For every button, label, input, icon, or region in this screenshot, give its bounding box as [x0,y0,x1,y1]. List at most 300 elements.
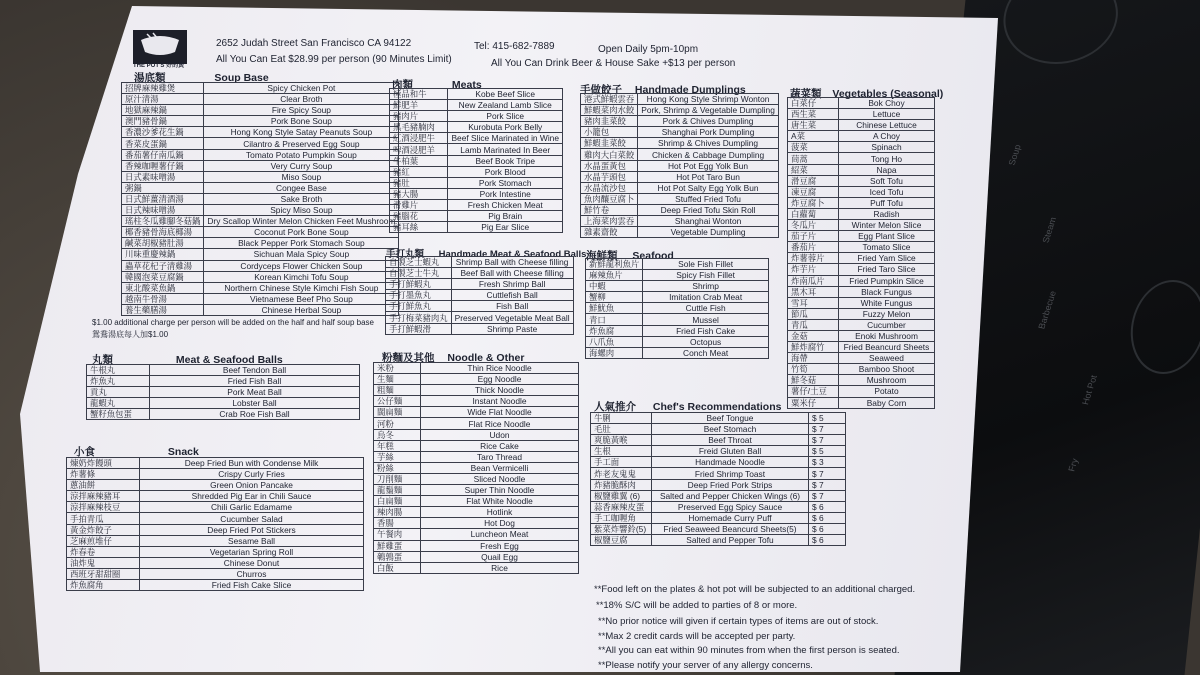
item-name-cn: 龍蝦丸 [87,398,150,409]
soup-note-cn: 鴛鴦湯底每人加$1.00 [92,330,169,339]
item-name-cn: 滑雞片 [390,199,448,210]
menu-item-row [390,188,563,199]
item-name-cn: 椒鹽雞翼 (6) [591,490,652,501]
item-name-cn: 冬瓜片 [788,220,839,231]
logo-text: THE POT'S 好的煲 [133,63,185,69]
hours: Open Daily 5pm-10pm [598,44,699,55]
menu-item-row [788,153,935,164]
item-name-en: Shrimp Paste [451,323,573,334]
item-name-en: Radish [839,208,935,219]
item-name-cn: 年糕 [374,440,421,451]
item-name-cn: 黃金炸餃子 [67,524,140,535]
item-name-en: Kurobuta Pork Belly [448,122,563,133]
menu-item-row [591,435,846,446]
menu-item-row [374,507,579,518]
item-name-en: Vegetable Dumpling [638,227,779,238]
item-name-en: Iced Tofu [839,186,935,197]
section-en: Noodle & Other [447,352,525,364]
item-name-cn: 唐生菜 [788,120,839,131]
menu-item-row [122,171,399,182]
noodle-table [373,362,579,574]
item-name-en: Kobe Beef Slice [448,89,563,100]
menu-item-row [122,227,399,238]
item-price: $ 5 [809,413,846,424]
menu-item-row [581,138,779,149]
item-name-cn: 手打鮮蝦丸 [386,279,452,290]
menu-item-row [122,304,399,315]
item-name-en: Shrimp [643,281,769,292]
item-name-en: Enoki Mushroom [839,330,935,341]
item-name-cn: 小籠包 [581,127,638,138]
item-name-cn: 粉絲 [374,462,421,473]
item-name-cn: 鮮肥羊 [390,100,448,111]
item-name-cn: 西生菜 [788,109,839,120]
item-name-en: Miso Soup [204,171,399,182]
item-name-en: Fried Beancurd Sheets [839,342,935,353]
menu-item-row [591,523,846,534]
menu-item-row [67,535,364,546]
burner-ring [1126,280,1200,374]
cooktop-label: Fry [1066,457,1080,473]
item-name-cn: 越南牛骨湯 [122,293,204,304]
item-name-cn: 炸薯蓉片 [788,253,839,264]
item-name-cn: 紹菜 [788,164,839,175]
item-name-en: Fried Fish Ball [150,376,360,387]
item-name-en: Pork Intestine [448,188,563,199]
menu-item-row [374,540,579,551]
menu-item-row [374,385,579,396]
item-name-en: Bok Choy [839,98,935,109]
item-name-en: Mushroom [839,375,935,386]
item-name-en: Baby Corn [839,397,935,408]
item-name-en: Crispy Curly Fries [140,469,364,480]
item-name-cn: 炸薯條 [67,469,140,480]
section-cn: 丸類 [92,354,113,366]
item-name-cn: 蟹柳 [586,292,643,303]
menu-item-row [390,100,563,111]
section-cn: 湯底類 [134,72,166,84]
menu-item-row [586,314,769,325]
item-name-en: Rice [421,562,579,573]
item-name-cn: 雞肉大白菜餃 [581,149,638,160]
menu-item-row [386,290,574,301]
item-name-en: Chili Garlic Edamame [140,502,364,513]
item-name-cn: 紅酒浸肥牛 [390,133,448,144]
item-name-cn: 海螺肉 [586,347,643,358]
item-name-cn: 芝麻煎堆仔 [67,535,140,546]
item-name-cn: 椰香豬骨海底椰湯 [122,227,204,238]
chef-table [590,412,846,546]
menu-item-row [788,297,935,308]
menu-item-row [390,133,563,144]
item-name-en: Pork & Chives Dumpling [638,116,779,127]
menu-item-row [374,451,579,462]
item-name-cn: 烏冬 [374,429,421,440]
menu-item-row [374,551,579,562]
item-name-en: Sichuan Mala Spicy Soup [204,249,399,260]
section-cn: 手做餃子 [580,84,622,96]
menu-item-row [788,319,935,330]
item-name-en: Fried Seaweed Beancurd Sheets(5) [652,523,809,534]
item-name-en: Fried Shrimp Toast [652,468,809,479]
item-name-cn: 魚肉釀豆腐卜 [581,193,638,204]
menu-item-row [581,105,779,116]
item-name-en: Fried Yam Slice [839,253,935,264]
menu-item-row [87,365,360,376]
section-en: Handmade Dumplings [634,84,746,96]
item-name-en: Cucumber Salad [140,513,364,524]
item-price: $ 7 [809,435,846,446]
menu-item-row [581,227,779,238]
item-name-en: Bean Vermicelli [421,462,579,473]
item-name-en: Salted and Pepper Tofu [652,535,809,546]
menu-item-row [390,144,563,155]
footnote: **Food left on the plates & hot pot will be subjected to an additional charged. [594,584,916,595]
item-name-cn: 中蝦 [586,281,643,292]
item-name-en: Shanghai Wonton [638,216,779,227]
item-name-cn: 油炸鬼 [67,557,140,568]
menu-item-row [581,204,779,215]
item-name-en: Sole Fish Fillet [643,259,769,270]
item-name-en: Thick Noodle [421,385,579,396]
menu-item-row [374,429,579,440]
menu-item-row [374,485,579,496]
menu-item-row [122,216,399,227]
item-name-cn: 午餐肉 [374,529,421,540]
item-name-cn: 炸春卷 [67,546,140,557]
burner-ring [999,0,1123,64]
item-name-en: Egg Plant Slice [839,231,935,242]
menu-item-row [591,413,846,424]
item-name-en: Mussel [643,314,769,325]
menu-item-row [122,182,399,193]
item-name-en: Hot Pot Egg Yolk Bun [638,160,779,171]
item-name-en: Instant Noodle [421,396,579,407]
item-name-cn: 炸老友鬼鬼 [591,468,652,479]
menu-item-row [374,496,579,507]
item-name-en: Shrimp Ball with Cheese filling [451,257,573,268]
menu-item-row [788,275,935,286]
item-name-cn: 香腸 [374,518,421,529]
menu-item-row [788,342,935,353]
menu-item-row [586,270,769,281]
footnote: **Max 2 credit cards will be accepted per party. [598,631,796,642]
item-name-cn: 瑤柱冬瓜雞腳冬菇鍋 [122,216,204,227]
section-cn: 肉類 [392,79,413,91]
cooktop-label: Soup [1006,143,1023,167]
item-name-en: Black Fungus [839,286,935,297]
item-name-en: Chinese Herbal Soup [204,304,399,315]
item-name-cn: 東北酸菜魚鍋 [122,282,204,293]
menu-item-row [591,424,846,435]
menu-item-row [591,468,846,479]
item-name-cn: A菜 [788,131,839,142]
item-name-en: Tomato Slice [839,242,935,253]
item-name-cn: 川味重慶辣鍋 [122,249,204,260]
menu-item-row [374,363,579,374]
item-name-cn: 炸魚丸 [87,376,150,387]
item-price: $ 6 [809,535,846,546]
item-name-en: Pig Ear Slice [448,222,563,233]
item-name-en: Preserved Vegetable Meat Ball [451,312,573,323]
item-name-en: Spicy Chicken Pot [204,83,399,94]
item-name-cn: 鮮炸腐竹 [788,342,839,353]
menu-item-row [591,446,846,457]
item-name-en: Hot Dog [421,518,579,529]
item-name-en: Conch Meat [643,347,769,358]
item-name-cn: 青瓜 [788,319,839,330]
item-name-cn: 白蘿蔔 [788,208,839,219]
item-name-cn: 辣肉腸 [374,507,421,518]
menu-item-row [586,336,769,347]
item-name-en: Super Thin Noodle [421,485,579,496]
menu-item-row [122,205,399,216]
item-name-en: Deep Fried Pork Strips [652,479,809,490]
item-name-cn: 手工咖喱角 [591,512,652,523]
item-name-en: Beef Throat [652,435,809,446]
menu-item-row [122,138,399,149]
item-name-cn: 蟹籽魚包蛋 [87,409,150,420]
item-name-en: Taro Thread [421,451,579,462]
item-name-en: Tong Ho [839,153,935,164]
item-name-cn: 涼拌麻辣豬耳 [67,491,140,502]
cooktop-label: Hot Pot [1080,374,1099,406]
item-name-en: Fuzzy Melon [839,308,935,319]
item-name-cn: 極品和牛 [390,89,448,100]
item-name-cn: 炸芋片 [788,264,839,275]
item-name-en: Crab Roe Fish Ball [150,409,360,420]
menu-item-row [591,457,846,468]
menu-item-row [581,160,779,171]
handmade-balls-table [385,256,574,335]
menu-item-row [581,182,779,193]
footnote: **Please notify your server of any allergy concerns. [598,660,813,671]
item-name-en: Hong Kong Style Satay Peanuts Soup [204,127,399,138]
item-name-cn: 雜素齋餃 [581,227,638,238]
menu-item-row [788,109,935,120]
item-name-en: Luncheon Meat [421,529,579,540]
item-name-cn: 炸魚腐 [586,325,643,336]
menu-item-row [122,293,399,304]
item-name-cn: 蔥油餅 [67,480,140,491]
menu-item-row [67,480,364,491]
item-name-en: Fire Spicy Soup [204,105,399,116]
item-name-cn: 刀削麵 [374,473,421,484]
item-name-cn: 自製芝士牛丸 [386,268,452,279]
item-name-en: White Fungus [839,297,935,308]
item-name-en: Pork, Shrimp & Vegetable Dumpling [638,105,779,116]
item-name-cn: 菠菜 [788,142,839,153]
menu-item-row [374,462,579,473]
item-name-cn: 豬肉韭菜餃 [581,116,638,127]
item-name-en: Black Pepper Pork Stomach Soup [204,238,399,249]
item-name-cn: 闊扁麵 [374,407,421,418]
item-name-en: Homemade Curry Puff [652,512,809,523]
menu-item-row [788,220,935,231]
item-name-cn: 海帶 [788,353,839,364]
menu-item-row [390,89,563,100]
section-en: Vegetables (Seasonal) [832,88,944,100]
menu-item-row [586,292,769,303]
menu-item-row [374,396,579,407]
menu-item-row [788,98,935,109]
item-name-en: Congee Base [204,182,399,193]
item-name-en: Spicy Fish Fillet [643,270,769,281]
item-name-cn: 手工面 [591,457,652,468]
item-name-cn: 涼拌麻辣枝豆 [67,502,140,513]
menu-item-row [581,216,779,227]
item-name-cn: 紫菜炸響鈴(5) [591,523,652,534]
menu-item-row [788,142,935,153]
item-name-cn: 日式辣味噌湯 [122,205,204,216]
item-name-cn: 啤酒浸肥羊 [390,144,448,155]
menu-item-row [122,160,399,171]
item-name-en: Napa [839,164,935,175]
menu-item-row [788,186,935,197]
menu-item-row [591,512,846,523]
item-name-cn: 手拍青瓜 [67,513,140,524]
item-name-en: Quail Egg [421,551,579,562]
menu-item-row [788,397,935,408]
cooktop-label: Barbecue [1036,290,1058,330]
menu-item-row [122,127,399,138]
ayce-price: All You Can Eat $28.99 per person (90 Minutes Limit) [216,54,452,65]
item-name-en: Wide Flat Noodle [421,407,579,418]
item-name-cn: 香辣咖喱薯仔鍋 [122,160,204,171]
item-name-en: Coconut Pork Bone Soup [204,227,399,238]
menu-item-row [386,257,574,268]
item-name-cn: 豬大腸 [390,188,448,199]
menu-item-row [67,524,364,535]
menu-item-row [586,303,769,314]
section-en: Handmade Meat & Seafood Balls [438,249,587,260]
item-price: $ 7 [809,479,846,490]
menu-item-row [788,231,935,242]
menu-item-row [87,387,360,398]
item-name-en: Vegetarian Spring Roll [140,546,364,557]
seafood-table [585,258,769,359]
section-en: Meats [451,79,482,91]
menu-item-row [390,111,563,122]
menu-item-row [788,253,935,264]
menu-item-row [390,199,563,210]
item-name-en: Pork Stomach [448,177,563,188]
item-name-en: Churros [140,568,364,579]
item-name-cn: 鮮魷魚 [586,303,643,314]
item-name-cn: 豬紅 [390,166,448,177]
restaurant-logo [133,30,187,64]
item-name-cn: 芋絲 [374,451,421,462]
item-name-cn: 日式素味噌湯 [122,171,204,182]
item-name-cn: 鮮竹卷 [581,204,638,215]
item-name-en: Octopus [643,336,769,347]
item-name-cn: 生麵 [374,374,421,385]
item-name-cn: 番茄片 [788,242,839,253]
item-name-en: Lobster Ball [150,398,360,409]
item-name-cn: 茼蒿 [788,153,839,164]
item-name-cn: 水晶流沙包 [581,182,638,193]
menu-item-row [374,473,579,484]
item-name-en: Fried Taro Slice [839,264,935,275]
item-name-en: Imitation Crab Meat [643,292,769,303]
item-name-en: Rice Cake [421,440,579,451]
item-name-en: Handmade Noodle [652,457,809,468]
item-name-en: Fresh Shrimp Ball [451,279,573,290]
item-name-cn: 雪耳 [788,297,839,308]
item-price: $ 7 [809,424,846,435]
item-name-cn: 椒鹽豆腐 [591,535,652,546]
item-name-en: Pork Slice [448,111,563,122]
menu-item-row [386,312,574,323]
item-name-cn: 豬肚 [390,177,448,188]
menu-item-row [122,105,399,116]
item-name-en: Hong Kong Style Shrimp Wonton [638,94,779,105]
item-name-en: New Zealand Lamb Slice [448,100,563,111]
item-name-en: Fried Fish Cake Slice [140,580,364,591]
item-name-en: Winter Melon Slice [839,220,935,231]
item-name-en: Deep Fried Bun with Condense Milk [140,458,364,469]
item-name-cn: 番茄薯仔南瓜鍋 [122,149,204,160]
item-price: $ 3 [809,457,846,468]
item-name-cn: 白菜仔 [788,98,839,109]
menu-item-row [390,122,563,133]
item-name-en: Chicken & Cabbage Dumpling [638,149,779,160]
item-name-cn: 手打鮮魚丸 [386,301,452,312]
menu-item-row [788,208,935,219]
menu-item-row [788,330,935,341]
section-en: Chef's Recommendations [652,401,782,413]
item-name-en: Hotlink [421,507,579,518]
item-name-en: Beef Book Tripe [448,155,563,166]
item-name-cn: 蒜香麻辣皮蛋 [591,501,652,512]
balls-table [86,364,360,420]
item-name-cn: 節瓜 [788,308,839,319]
item-name-cn: 河粉 [374,418,421,429]
item-price: $ 5 [809,446,846,457]
veg-table [787,97,935,409]
section-en: Seafood [632,250,674,262]
item-name-cn: 黑毛豬腩肉 [390,122,448,133]
menu-item-row [122,271,399,282]
item-name-en: Spicy Miso Soup [204,205,399,216]
menu-item-row [87,409,360,420]
item-name-en: Northern Chinese Style Kimchi Fish Soup [204,282,399,293]
item-name-cn: 水晶蛋黃包 [581,160,638,171]
item-price: $ 6 [809,501,846,512]
menu-item-row [581,127,779,138]
menu-item-row [788,197,935,208]
section-cn: 人氣推介 [594,401,636,413]
item-name-cn: 西班牙甜甜圈 [67,568,140,579]
menu-item-row [67,568,364,579]
item-name-cn: 鵪鶉蛋 [374,551,421,562]
item-name-en: Cilantro & Preserved Egg Soup [204,138,399,149]
menu-item-row [67,546,364,557]
item-name-en: Seaweed [839,353,935,364]
item-name-en: Pork Bone Soup [204,116,399,127]
item-name-en: Pork Blood [448,166,563,177]
item-name-cn: 白扁麵 [374,496,421,507]
item-name-en: Beef Slice Marinated in Wine [448,133,563,144]
menu-item-row [122,116,399,127]
item-name-en: Flat Rice Noodle [421,418,579,429]
item-name-en: Cuttlefish Ball [451,290,573,301]
menu-item-row [374,374,579,385]
item-name-en: Pork Meat Ball [150,387,360,398]
item-name-en: Udon [421,429,579,440]
menu-item-row [67,502,364,513]
item-name-cn: 鮮冬菇 [788,375,839,386]
